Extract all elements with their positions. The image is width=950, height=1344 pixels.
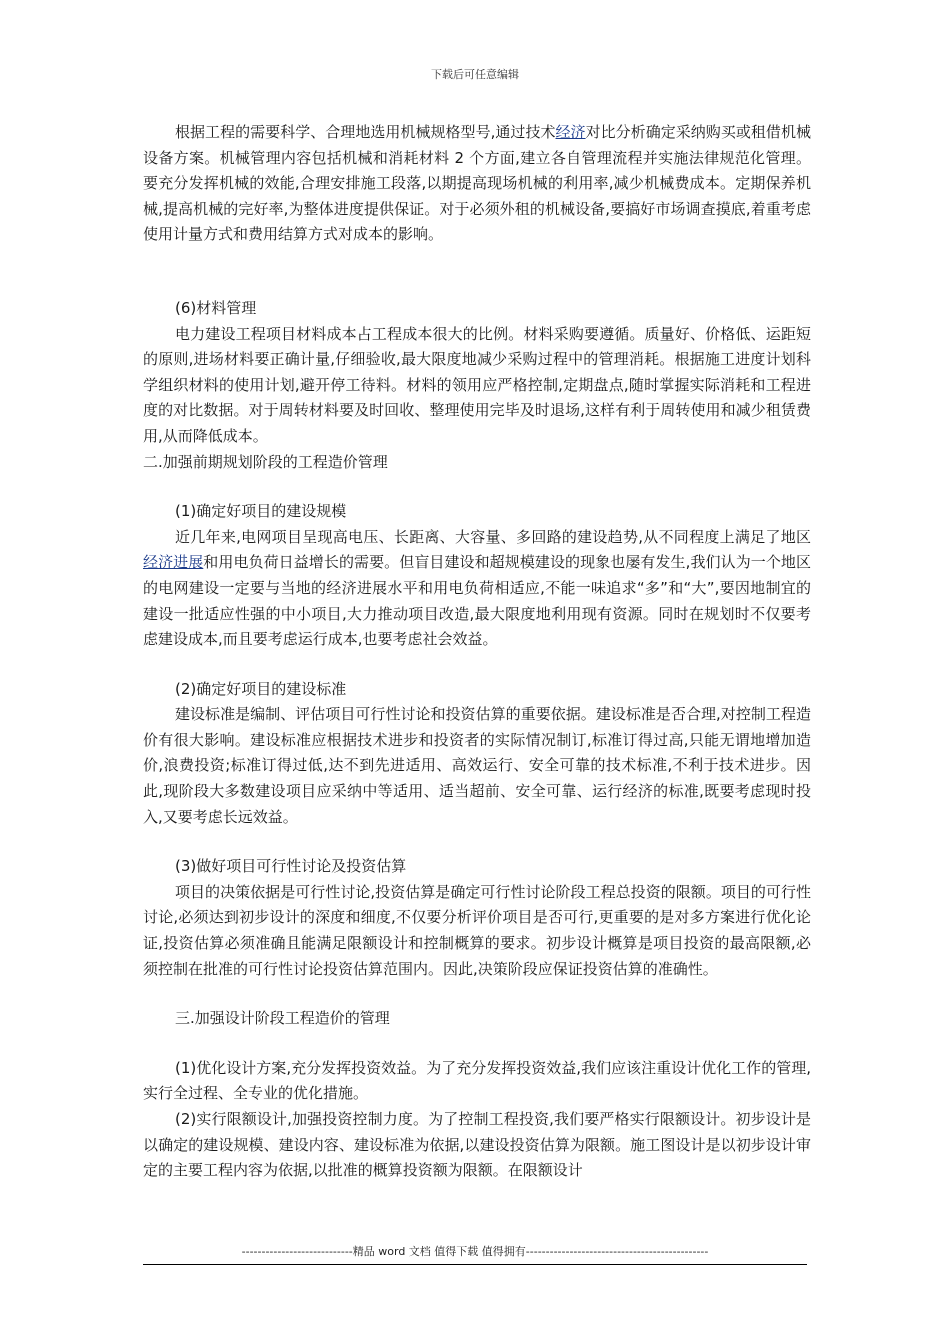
paragraph-standard: 建设标准是编制、评估项目可行性讨论和投资估算的重要依据。建设标准是否合理,对控制工程造价有很大影响。建设标准应根据技术进步和投资者的实际情况制订,标准订得过高,只能无谓地增加造价,浪费投资;标准订得过低,达不到先进适用、高效运行、安全可靠的技术标准,不利于技术进步。因此,现阶段大多数建设项目应采纳中等适用、适当超前、安全可靠、运行经济的标准,既要考虑现时投入,又要考虑长远效益。 — [143, 705, 811, 826]
link-economy[interactable]: 经济 — [555, 123, 586, 141]
footer-divider — [143, 1264, 807, 1265]
paragraph-limit-design: (2)实行限额设计,加强投资控制力度。为了控制工程投资,我们要严格实行限额设计。初步设计是以确定的建设规模、建设内容、建设标准为依据,以建设投资估算为限额。施工图设计是以初步设计审定的主要工程内容为依据,以批准的概算投资额为限额。在限额设计 — [143, 1110, 811, 1180]
page-header: 下载后可任意编辑 — [431, 68, 519, 81]
link-economic-development[interactable]: 经济进展 — [143, 553, 204, 572]
paragraph-scale: 近几年来,电网项目呈现高电压、长距离、大容量、多回路的建设趋势,从不同程度上满足了地区经济进展和用电负荷日益增长的需要。但盲目建设和超规模建设的现象也屡有发生,我们认为一个地区的电网建设一定要与当地的经济进展水平和用电负荷相适应,不能一味追求“多”和“大”,要因地制宜的建设一批适应性强的中小项目,大力推动项目改造,最大限度地利用现有资源。同时在规划时不仅要考虑建设成本,而且要考虑运行成本,也要考虑社会效益。 — [143, 527, 811, 649]
page-footer: ----------------------------精品 word 文档 值得下载 值得拥有---------------------------------------------- — [241, 1245, 709, 1258]
heading-construction-scale: (1)确定好项目的建设规模 — [175, 502, 347, 521]
paragraph-material: 电力建设工程项目材料成本占工程成本很大的比例。材料采购要遵循。质量好、价格低、运距短的原则,进场材料要正确计量,仔细验收,最大限度地减少采购过程中的管理消耗。根据施工进度计划科学组织材料的使用计划,避开停工待料。材料的领用应严格控制,定期盘点,随时掌握实际消耗和工程进度的对比数据。对于周转材料要及时回收、整理使用完毕及时退场,这样有利于周转使用和减少租赁费用,从而降低成本。 — [143, 324, 811, 445]
section-heading-design: 三.加强设计阶段工程造价的管理 — [175, 1009, 390, 1028]
paragraph-machinery: 根据工程的需要科学、合理地选用机械规格型号,通过技术经济对比分析确定采纳购买或租借机械设备方案。机械管理内容包括机械和消耗材料 2 个方面,建立各自管理流程并实施法律规范化管理。要充分发挥机械的效能,合理安排施工段落,以期提高现场机械的利用率,减少机械费成本。定期保养机械,提高机械的完好率,为整体进度提供保证。对于必须外租的机械设备,要搞好市场调查摸底,着重考虑使用计量方式和费用结算方式对成本的影响。 — [143, 123, 811, 244]
section-heading-planning: 二.加强前期规划阶段的工程造价管理 — [143, 452, 388, 471]
heading-material-management: (6)材料管理 — [175, 298, 257, 317]
heading-feasibility: (3)做好项目可行性讨论及投资估算 — [175, 857, 407, 876]
document-body — [143, 120, 811, 1184]
paragraph-feasibility: 项目的决策依据是可行性讨论,投资估算是确定可行性讨论阶段工程总投资的限额。项目的可行性讨论,必须达到初步设计的深度和细度,不仅要分析评价项目是否可行,更重要的是对多方案进行优化论证,投资估算必须准确且能满足限额设计和控制概算的要求。初步设计概算是项目投资的最高限额,必须控制在批准的可行性讨论投资估算范围内。因此,决策阶段应保证投资估算的准确性。 — [143, 882, 811, 978]
paragraph-optimize-design: (1)优化设计方案,充分发挥投资效益。为了充分发挥投资效益,我们应该注重设计优化工作的管理,实行全过程、全专业的优化措施。 — [143, 1058, 811, 1103]
heading-construction-standard: (2)确定好项目的建设标准 — [175, 679, 347, 698]
